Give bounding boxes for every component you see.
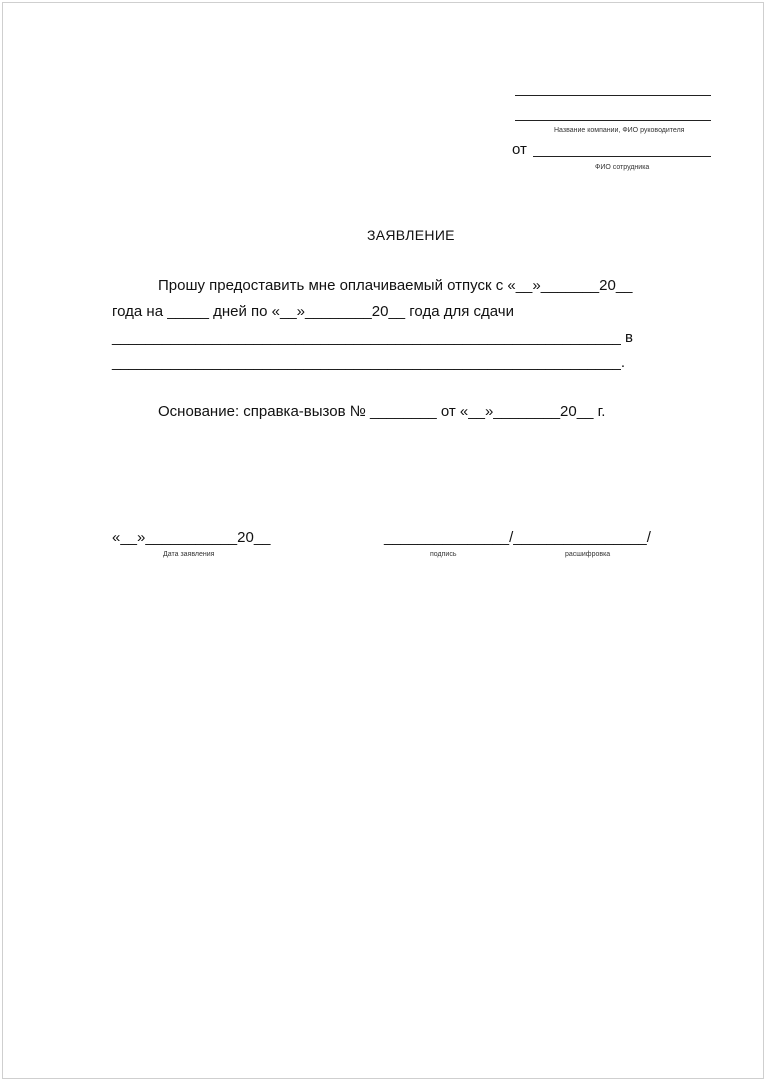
request-line-2: года на _____ дней по «__»________20__ года для сдачи <box>112 303 514 320</box>
request-line-3: _____________________________________________________________ в <box>112 329 634 346</box>
request-line-4: _____________________________________________________________. <box>112 354 626 371</box>
date-field: «__»___________20__ <box>112 529 271 546</box>
employee-caption: ФИО сотрудника <box>595 164 650 171</box>
employee-line <box>533 156 711 157</box>
basis-line: Основание: справка-вызов № ________ от «__»________20__ г. <box>158 403 606 420</box>
company-caption: Название компании, ФИО руководителя <box>554 127 685 134</box>
decode-caption: расшифровка <box>565 551 611 558</box>
request-line-1: Прошу предоставить мне оплачиваемый отпуск с «__»_______20__ <box>158 277 633 294</box>
company-line-1 <box>515 95 711 96</box>
company-line-2 <box>515 120 711 121</box>
date-caption: Дата заявления <box>163 551 215 558</box>
document-page <box>2 2 764 1079</box>
signature-field: _______________/________________/ <box>384 529 651 546</box>
signature-caption: подпись <box>430 551 457 558</box>
document-title: ЗАЯВЛЕНИЕ <box>367 227 455 243</box>
from-prefix: от <box>512 141 527 158</box>
